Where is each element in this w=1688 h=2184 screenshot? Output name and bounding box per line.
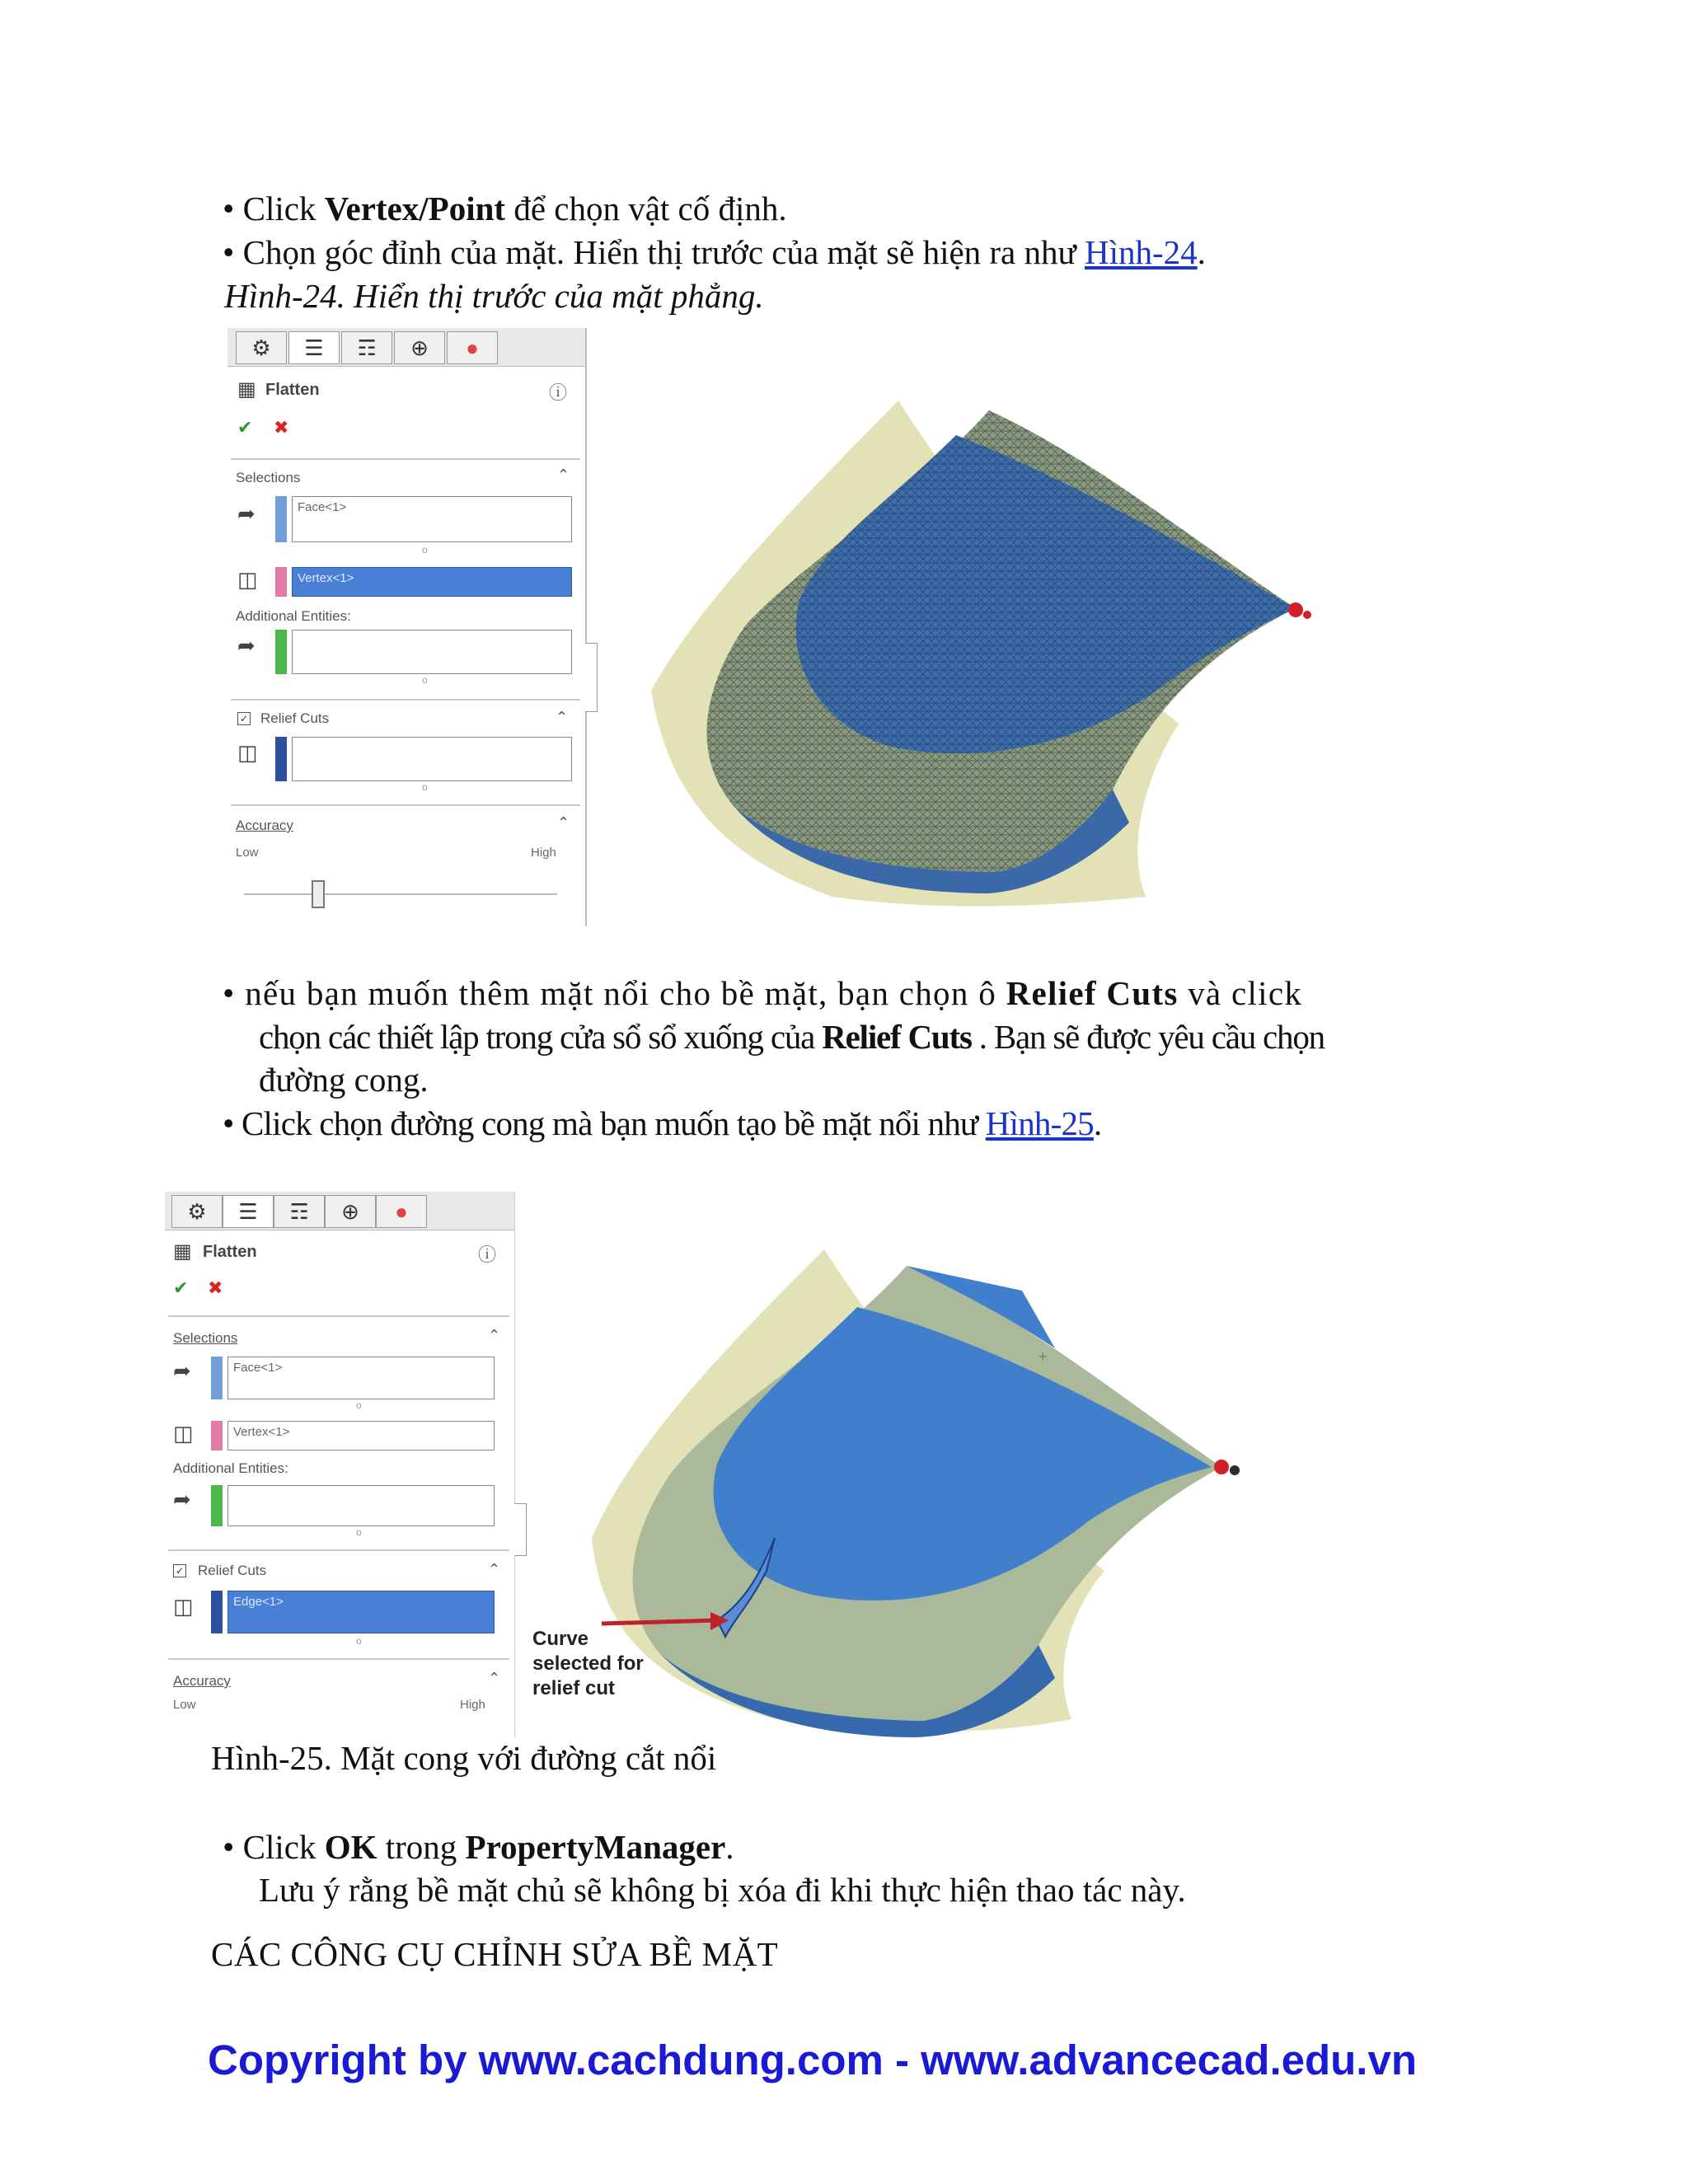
crosshair-icon: + — [1039, 1348, 1048, 1365]
figure24-link[interactable]: Hình-24 — [1084, 233, 1198, 271]
collapse-chevron-icon[interactable]: ⌃ — [488, 1327, 501, 1343]
display-manager-tab[interactable]: ● — [447, 331, 498, 364]
high-label: High — [460, 1698, 485, 1712]
figure24-caption: Hình-24. Hiển thị trước của mặt phẳng. — [224, 277, 764, 315]
help-icon[interactable]: ⓘ — [478, 1244, 497, 1265]
figure24-flatten-preview — [602, 328, 1343, 926]
additional-color-swatch — [275, 630, 287, 674]
display-manager-tab[interactable]: ● — [376, 1195, 427, 1228]
face-selection-box[interactable]: Face<1> — [292, 496, 572, 542]
panel-splitter[interactable] — [514, 1503, 527, 1556]
configuration-manager-tab[interactable]: ☶ — [274, 1195, 325, 1228]
ok-button[interactable]: ✔ — [173, 1277, 189, 1298]
face-select-icon: ➦ — [173, 1358, 191, 1383]
feature-manager-tab[interactable]: ⚙ — [171, 1195, 223, 1228]
low-label: Low — [173, 1698, 196, 1712]
configuration-manager-tab[interactable]: ☶ — [341, 331, 392, 364]
bullet-choose-corner: • Chọn góc đỉnh của mặt. Hiển thị trước của mặt sẽ hiện ra như Hình-24. — [223, 233, 1206, 271]
resize-handle[interactable]: o — [356, 1526, 362, 1538]
vertex-select-icon: ◫ — [237, 567, 258, 592]
resize-handle[interactable]: o — [422, 781, 428, 793]
accuracy-header[interactable]: Accuracy — [236, 818, 293, 833]
vertex-selection-box[interactable]: Vertex<1> — [227, 1421, 495, 1451]
flatten-property-panel — [227, 328, 587, 926]
relief-cuts-checkbox[interactable]: ✓ — [173, 1564, 186, 1577]
resize-handle[interactable]: o — [356, 1635, 362, 1647]
relief-cut-annotation: Curve selected for relief cut — [532, 1628, 644, 1699]
divider — [231, 699, 580, 701]
accuracy-slider-track[interactable] — [244, 893, 557, 895]
divider — [231, 804, 580, 806]
panel-tab-bar — [227, 328, 585, 367]
additional-entities-label: Additional Entities: — [236, 608, 351, 624]
panel-tab-bar — [165, 1192, 514, 1230]
divider — [168, 1658, 509, 1660]
relief-select-icon: ◫ — [237, 740, 258, 765]
collapse-chevron-icon[interactable]: ⌃ — [556, 709, 569, 725]
face-color-swatch — [275, 496, 287, 542]
help-icon[interactable]: ⓘ — [549, 382, 568, 403]
cancel-button[interactable]: ✖ — [208, 1277, 223, 1298]
face-select-icon: ➦ — [237, 501, 256, 526]
vertex-selection-box[interactable]: Vertex<1> — [292, 567, 572, 597]
vertex-color-swatch — [211, 1421, 223, 1451]
fixed-vertex-marker — [1214, 1460, 1229, 1474]
additional-color-swatch — [211, 1485, 223, 1526]
collapse-chevron-icon[interactable]: ⌃ — [557, 466, 570, 483]
additional-entities-label: Additional Entities: — [173, 1460, 288, 1476]
flatten-icon: ▦ — [173, 1240, 192, 1263]
collapse-chevron-icon[interactable]: ⌃ — [557, 814, 570, 831]
bullet-relief-cuts-line3: đường cong. — [259, 1061, 429, 1099]
collapse-chevron-icon[interactable]: ⌃ — [488, 1561, 501, 1577]
property-manager-tab[interactable]: ☰ — [223, 1195, 274, 1228]
relief-cuts-checkbox[interactable]: ✓ — [237, 712, 251, 725]
relief-select-icon: ◫ — [173, 1594, 194, 1619]
dimxpert-tab[interactable]: ⊕ — [325, 1195, 376, 1228]
face-selection-box[interactable]: Face<1> — [227, 1357, 495, 1399]
feature-manager-tab[interactable]: ⚙ — [236, 331, 287, 364]
selections-header[interactable]: Selections — [173, 1330, 238, 1346]
relief-cuts-header: Relief Cuts — [198, 1563, 267, 1578]
low-label: Low — [236, 846, 259, 860]
resize-handle[interactable]: o — [422, 674, 428, 686]
panel-splitter[interactable] — [585, 643, 598, 712]
high-label: High — [531, 846, 556, 860]
section-heading: CÁC CÔNG CỤ CHỈNH SỬA BỀ MẶT — [211, 1935, 779, 1973]
ok-button[interactable]: ✔ — [237, 417, 253, 438]
panel-title: Flatten — [265, 381, 320, 399]
flatten-property-panel-2 — [165, 1192, 515, 1737]
bullet-click-ok: • Click OK trong PropertyManager. — [223, 1828, 734, 1866]
resize-handle[interactable]: o — [356, 1399, 362, 1411]
figure25-link[interactable]: Hình-25 — [985, 1104, 1094, 1142]
relief-cuts-box[interactable] — [292, 737, 572, 781]
relief-color-swatch — [275, 737, 287, 781]
relief-cuts-header: Relief Cuts — [260, 710, 330, 726]
additional-select-icon: ➦ — [173, 1487, 191, 1511]
collapse-chevron-icon[interactable]: ⌃ — [488, 1670, 501, 1686]
property-manager-tab[interactable]: ☰ — [288, 331, 340, 364]
relief-color-swatch — [211, 1591, 223, 1633]
additional-entities-box[interactable] — [292, 630, 572, 674]
vertex-select-icon: ◫ — [173, 1421, 194, 1446]
panel-title: Flatten — [203, 1243, 257, 1261]
figure25-caption: Hình-25. Mặt cong với đường cắt nổi — [211, 1739, 717, 1777]
divider — [231, 458, 580, 460]
divider — [168, 1549, 509, 1551]
fixed-vertex-marker — [1288, 602, 1303, 617]
resize-handle[interactable]: o — [422, 544, 428, 555]
accuracy-slider-thumb[interactable] — [312, 880, 325, 908]
bullet-click-vertex: • Click Vertex/Point để chọn vật cố định. — [223, 190, 787, 227]
relief-cuts-box[interactable]: Edge<1> — [227, 1591, 495, 1633]
bullet-relief-cuts-line2: chọn các thiết lập trong cửa sổ sổ xuống của Relief Cuts . Bạn sẽ được yêu cầu chọn — [259, 1018, 1325, 1056]
divider — [168, 1315, 509, 1317]
additional-select-icon: ➦ — [237, 633, 256, 658]
selections-header[interactable]: Selections — [236, 470, 301, 485]
face-color-swatch — [211, 1357, 223, 1399]
note-text: Lưu ý rằng bề mặt chủ sẽ không bị xóa đi khi thực hiện thao tác này. — [259, 1871, 1186, 1909]
bullet-relief-cuts-line1: • nếu bạn muốn thêm mặt nổi cho bề mặt, bạn chọn ô Relief Cuts và click — [223, 974, 1303, 1012]
flatten-icon: ▦ — [237, 378, 256, 401]
vertex-color-swatch — [275, 567, 287, 597]
cancel-button[interactable]: ✖ — [274, 417, 289, 438]
accuracy-header[interactable]: Accuracy — [173, 1673, 231, 1689]
dimxpert-tab[interactable]: ⊕ — [394, 331, 445, 364]
bullet-click-curve: • Click chọn đường cong mà bạn muốn tạo bề mặt nổi như Hình-25. — [223, 1104, 1102, 1142]
copyright-footer: Copyright by www.cachdung.com - www.advancecad.edu.vn — [208, 2036, 1417, 2083]
additional-entities-box[interactable] — [227, 1485, 495, 1526]
